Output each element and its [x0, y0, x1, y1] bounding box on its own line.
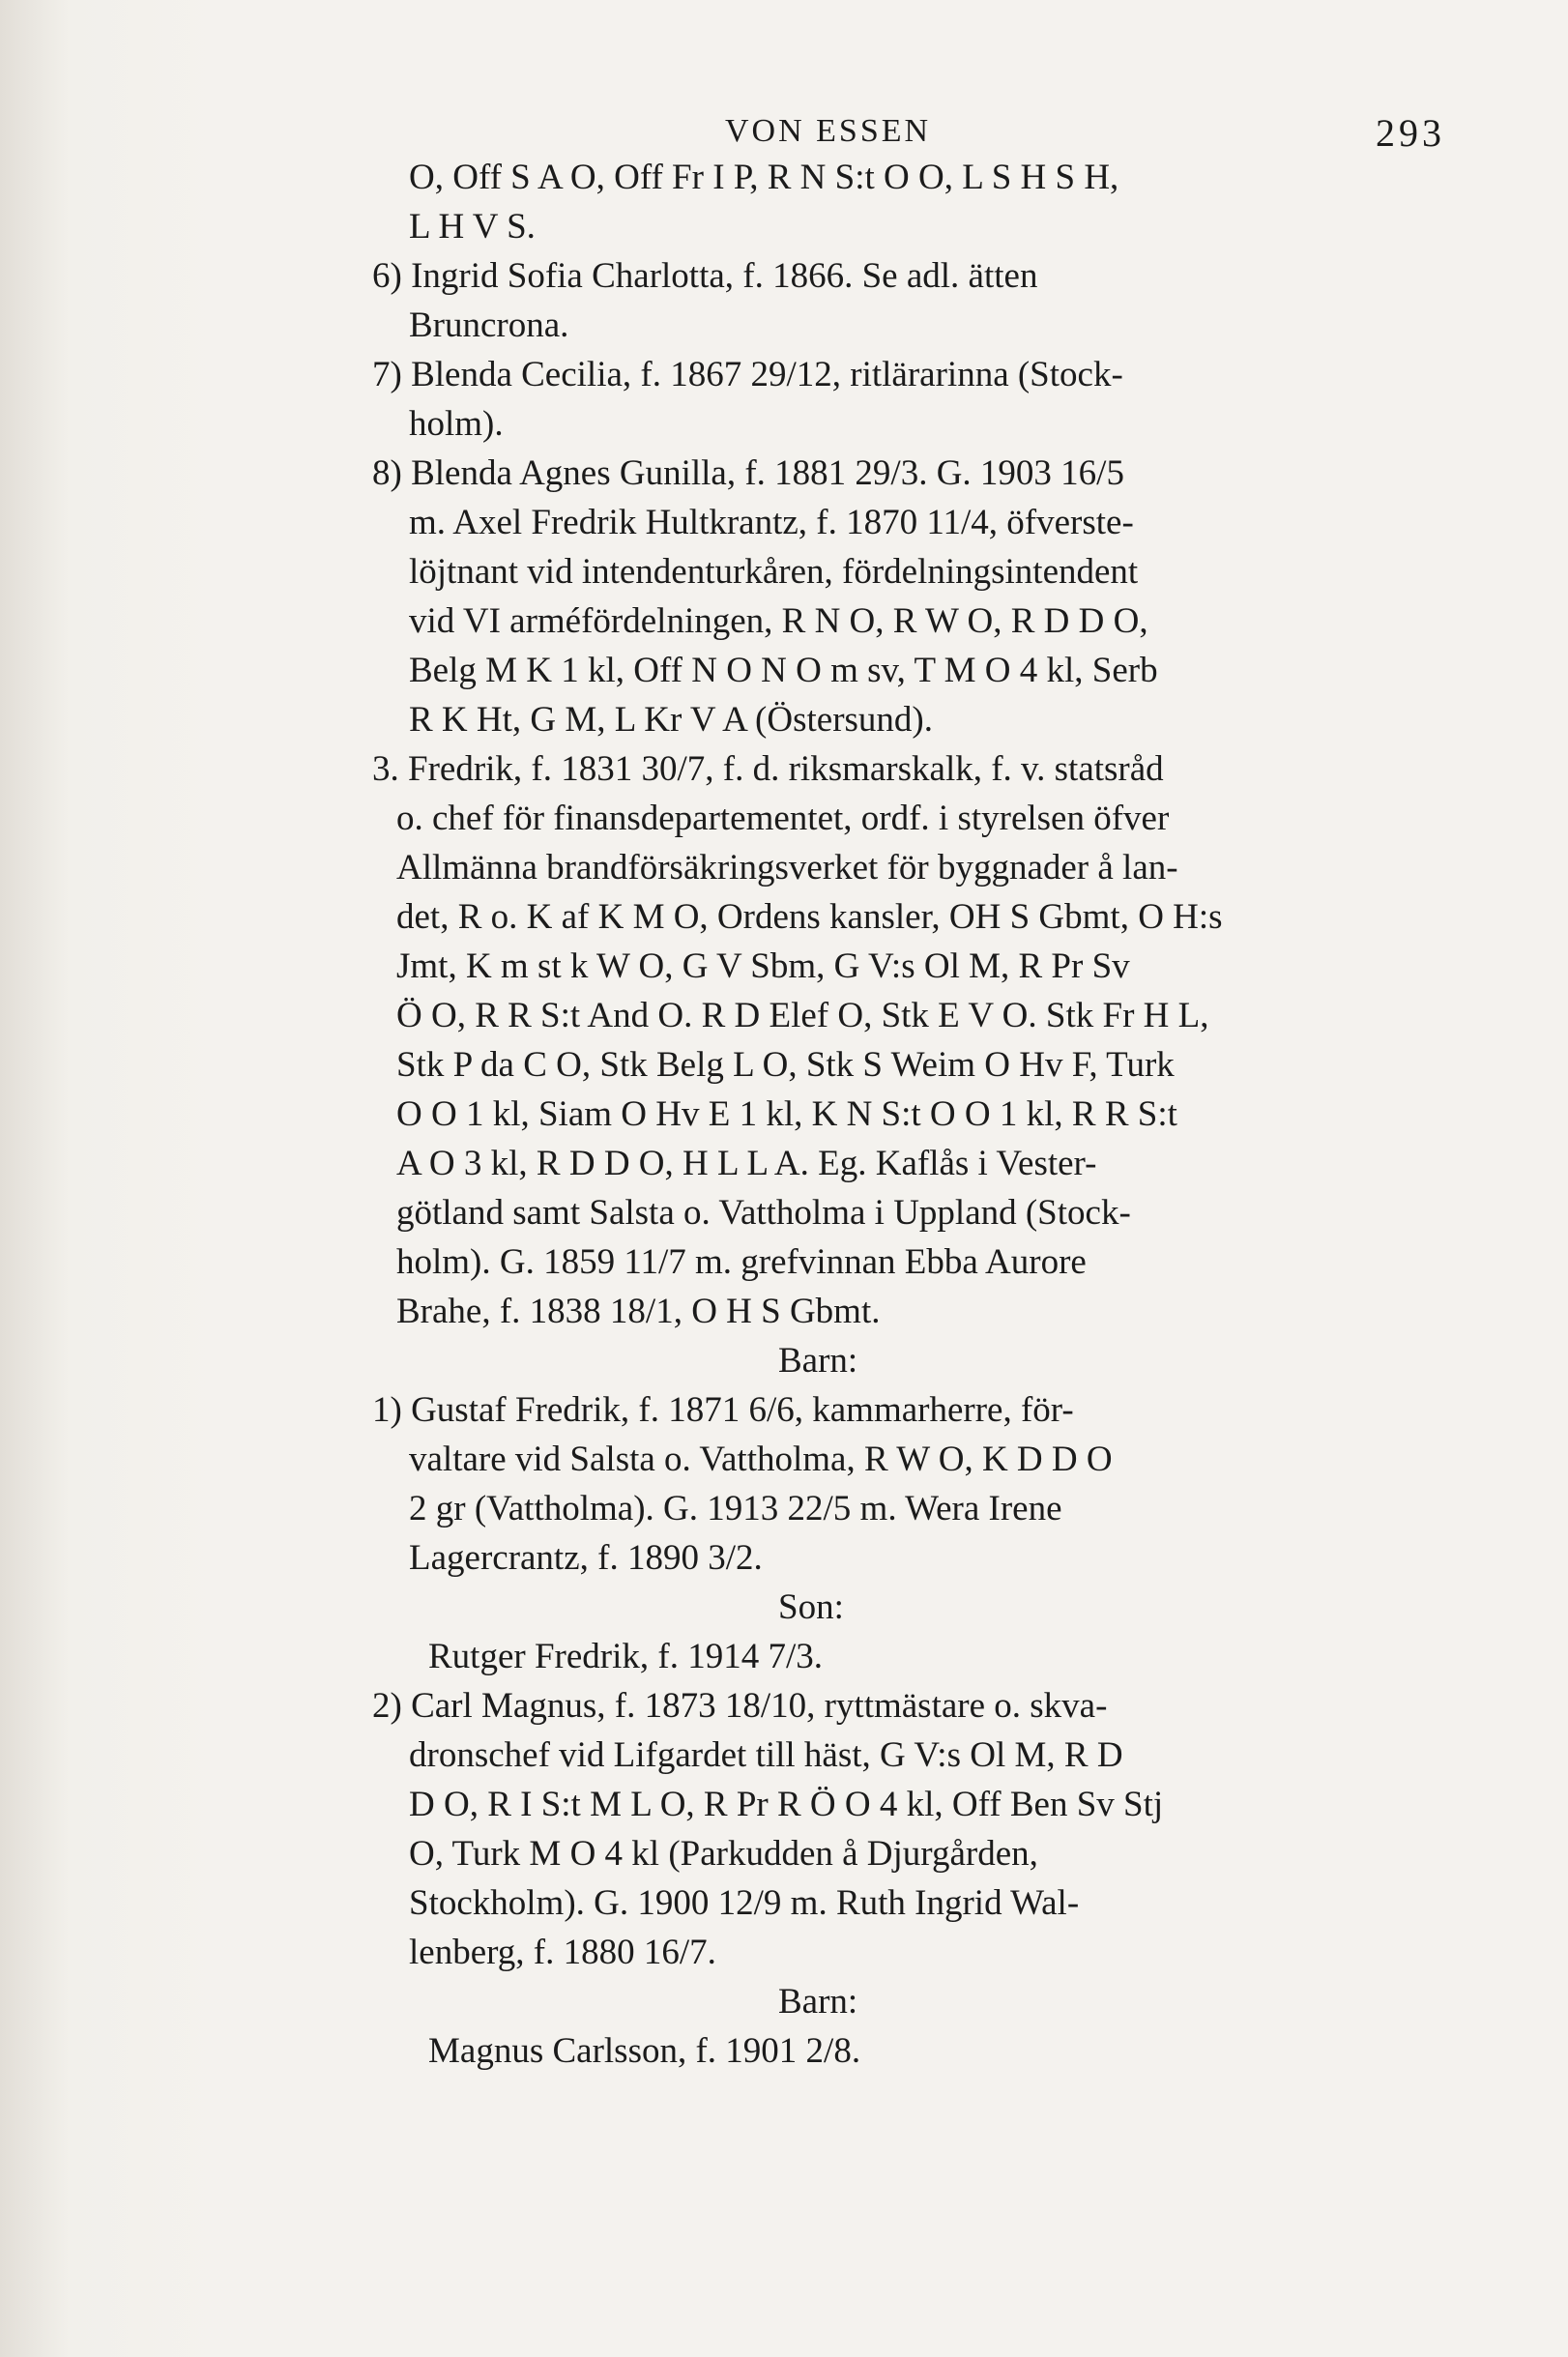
text-line: Lagercrantz, f. 1890 3/2. — [409, 1538, 763, 1578]
text-line: holm). G. 1859 11/7 m. grefvinnan Ebba Aurore — [396, 1242, 1087, 1282]
text-line: L H V S. — [409, 207, 536, 247]
text-line: lenberg, f. 1880 16/7. — [409, 1933, 716, 1972]
text-line: 2) Carl Magnus, f. 1873 18/10, ryttmästare o. skva- — [372, 1686, 1108, 1726]
text-line: holm). — [409, 404, 504, 444]
text-line: 2 gr (Vattholma). G. 1913 22/5 m. Wera Irene — [409, 1489, 1062, 1528]
text-line: O O 1 kl, Siam O Hv E 1 kl, K N S:t O O 1 kl, R R S:t — [396, 1094, 1177, 1134]
text-line: m. Axel Fredrik Hultkrantz, f. 1870 11/4, öfverste- — [409, 503, 1134, 542]
text-line: vid VI arméfördelningen, R N O, R W O, R D D O, — [409, 601, 1148, 641]
text-line: Son: — [778, 1587, 844, 1627]
text-line: o. chef för finansdepartementet, ordf. i styrelsen öfver — [396, 799, 1170, 838]
text-line: valtare vid Salsta o. Vattholma, R W O, K D D O — [409, 1440, 1113, 1479]
text-line: Stockholm). G. 1900 12/9 m. Ruth Ingrid Wal- — [409, 1883, 1080, 1923]
text-line: O, Turk M O 4 kl (Parkudden å Djurgården, — [409, 1834, 1038, 1874]
text-line: löjtnant vid intendenturkåren, fördelningsintendent — [409, 552, 1139, 592]
text-line: Allmänna brandförsäkringsverket för byggnader å lan- — [396, 848, 1178, 888]
text-line: R K Ht, G M, L Kr V A (Östersund). — [409, 700, 933, 740]
text-line: Brahe, f. 1838 18/1, O H S Gbmt. — [396, 1292, 881, 1331]
text-line: Barn: — [778, 1982, 858, 2022]
text-line: D O, R I S:t M L O, R Pr R Ö O 4 kl, Off Ben Sv Stj — [409, 1785, 1164, 1824]
text-line: 6) Ingrid Sofia Charlotta, f. 1866. Se adl. ätten — [372, 256, 1038, 296]
text-line: Barn: — [778, 1341, 858, 1381]
text-line: 8) Blenda Agnes Gunilla, f. 1881 29/3. G. 1903 16/5 — [372, 453, 1124, 493]
text-line: Stk P da C O, Stk Belg L O, Stk S Weim O Hv F, Turk — [396, 1045, 1175, 1085]
running-title: VON ESSEN — [725, 113, 932, 149]
text-line: Jmt, K m st k W O, G V Sbm, G V:s Ol M, R Pr Sv — [396, 946, 1130, 986]
text-line: A O 3 kl, R D D O, H L L A. Eg. Kaflås i Vester- — [396, 1144, 1097, 1183]
page-number: 293 — [1376, 111, 1445, 155]
book-page — [372, 89, 1445, 2076]
text-line: Rutger Fredrik, f. 1914 7/3. — [428, 1637, 823, 1676]
genealogy-entry — [372, 153, 1445, 2076]
text-line: O, Off S A O, Off Fr I P, R N S:t O O, L S H S H, — [409, 158, 1119, 197]
text-line: Belg M K 1 kl, Off N O N O m sv, T M O 4 kl, Serb — [409, 651, 1158, 690]
text-line: dronschef vid Lifgardet till häst, G V:s Ol M, R D — [409, 1735, 1123, 1775]
text-line: 7) Blenda Cecilia, f. 1867 29/12, ritlärarinna (Stock- — [372, 355, 1123, 394]
text-line: Bruncrona. — [409, 306, 569, 345]
text-line: Ö O, R R S:t And O. R D Elef O, Stk E V O. Stk Fr H L, — [396, 996, 1209, 1035]
running-header — [372, 89, 1445, 153]
page-gutter-shadow — [0, 0, 232, 2357]
text-line: det, R o. K af K M O, Ordens kansler, OH S Gbmt, O H:s — [396, 897, 1223, 937]
text-line: götland samt Salsta o. Vattholma i Uppland (Stock- — [396, 1193, 1131, 1233]
text-line: 1) Gustaf Fredrik, f. 1871 6/6, kammarherre, för- — [372, 1390, 1074, 1430]
text-line: 3. Fredrik, f. 1831 30/7, f. d. riksmarskalk, f. v. statsråd — [372, 749, 1164, 789]
text-line: Magnus Carlsson, f. 1901 2/8. — [428, 2031, 861, 2071]
